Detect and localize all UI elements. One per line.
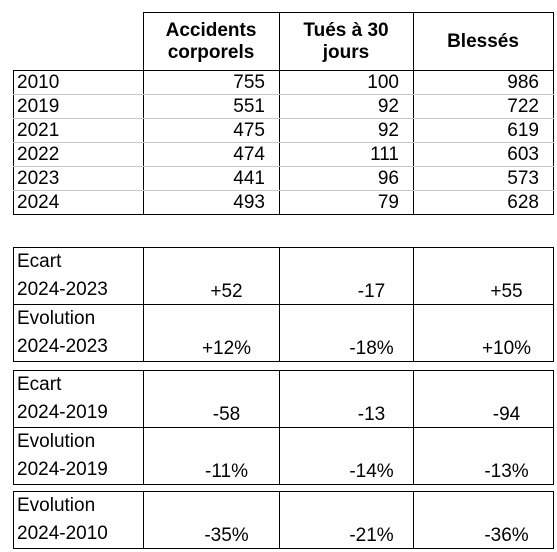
comparison-label: [14, 305, 144, 362]
table-row: [14, 371, 554, 428]
comparison-label-line-2: 2024-2019: [17, 459, 108, 480]
header-blesses: Blessés: [413, 13, 553, 72]
comparison-label-line-1: Ecart: [17, 251, 62, 272]
header-tues-line-1: Tués à 30: [303, 20, 389, 41]
header-accidents-line-1: Accidents: [165, 20, 257, 41]
header-accidents-line-2: corporels: [167, 42, 255, 63]
comparison-label-line-1: Evolution: [17, 431, 96, 452]
tues-value: 92: [280, 95, 414, 119]
comparison-label: [14, 371, 144, 428]
comparison-2024-2023: [13, 247, 554, 362]
header-accidents-corporels: [143, 13, 279, 72]
accidents-value: 474: [144, 143, 280, 167]
table-header: [13, 12, 554, 71]
blesses-value: 619: [414, 119, 554, 143]
table-row: [14, 71, 554, 95]
tues-change: -17: [280, 248, 414, 305]
comparison-label-line-1: Ecart: [17, 374, 62, 395]
year-label: 2010: [14, 71, 144, 95]
year-label: 2024: [14, 191, 144, 215]
table-row: [14, 191, 554, 215]
accidents-value: 475: [144, 119, 280, 143]
comparison-2024-2019: [13, 370, 554, 485]
comparison-label: [14, 492, 144, 549]
blesses-change: +55: [414, 248, 554, 305]
tues-value: 79: [280, 191, 414, 215]
blesses-value: 603: [414, 143, 554, 167]
table-row: [14, 492, 554, 549]
header-tues-30-jours: [279, 13, 413, 72]
table-row: [14, 95, 554, 119]
accidents-change: -11%: [144, 428, 280, 485]
blesses-change: -36%: [414, 492, 554, 549]
blesses-change: +10%: [414, 305, 554, 362]
header-tues-line-2: jours: [322, 42, 370, 63]
accidents-change: -35%: [144, 492, 280, 549]
blesses-value: 628: [414, 191, 554, 215]
accidents-change: +52: [144, 248, 280, 305]
table-row: [14, 119, 554, 143]
accidents-value: 755: [144, 71, 280, 95]
tues-value: 92: [280, 119, 414, 143]
tues-change: -13: [280, 371, 414, 428]
tues-change: -18%: [280, 305, 414, 362]
year-label: 2022: [14, 143, 144, 167]
comparison-label-line-2: 2024-2019: [17, 402, 108, 423]
tues-change: -14%: [280, 428, 414, 485]
table-row: [14, 143, 554, 167]
blesses-value: 986: [414, 71, 554, 95]
comparison-label-line-2: 2024-2023: [17, 279, 108, 300]
table-row: [14, 428, 554, 485]
comparison-label-line-1: Evolution: [17, 495, 96, 516]
table-row: [14, 248, 554, 305]
comparison-label: [14, 428, 144, 485]
comparison-2024-2010: [13, 491, 554, 549]
year-label: 2021: [14, 119, 144, 143]
tues-value: 100: [280, 71, 414, 95]
table-row: [14, 167, 554, 191]
tues-change: -21%: [280, 492, 414, 549]
accidents-value: 441: [144, 167, 280, 191]
blesses-change: -13%: [414, 428, 554, 485]
table-row: [14, 305, 554, 362]
comparison-label-line-2: 2024-2010: [17, 523, 108, 544]
comparison-label-line-1: Evolution: [17, 308, 96, 329]
blesses-value: 573: [414, 167, 554, 191]
blesses-change: -94: [414, 371, 554, 428]
accidents-value: 493: [144, 191, 280, 215]
accidents-change: +12%: [144, 305, 280, 362]
header-corner-cell: [13, 13, 143, 72]
year-label: 2023: [14, 167, 144, 191]
accidents-change: -58: [144, 371, 280, 428]
blesses-value: 722: [414, 95, 554, 119]
yearly-figures: [13, 70, 554, 215]
accidents-value: 551: [144, 95, 280, 119]
comparison-label: [14, 248, 144, 305]
year-label: 2019: [14, 95, 144, 119]
comparison-label-line-2: 2024-2023: [17, 336, 108, 357]
header-row: [13, 13, 553, 72]
tues-value: 96: [280, 167, 414, 191]
tues-value: 111: [280, 143, 414, 167]
